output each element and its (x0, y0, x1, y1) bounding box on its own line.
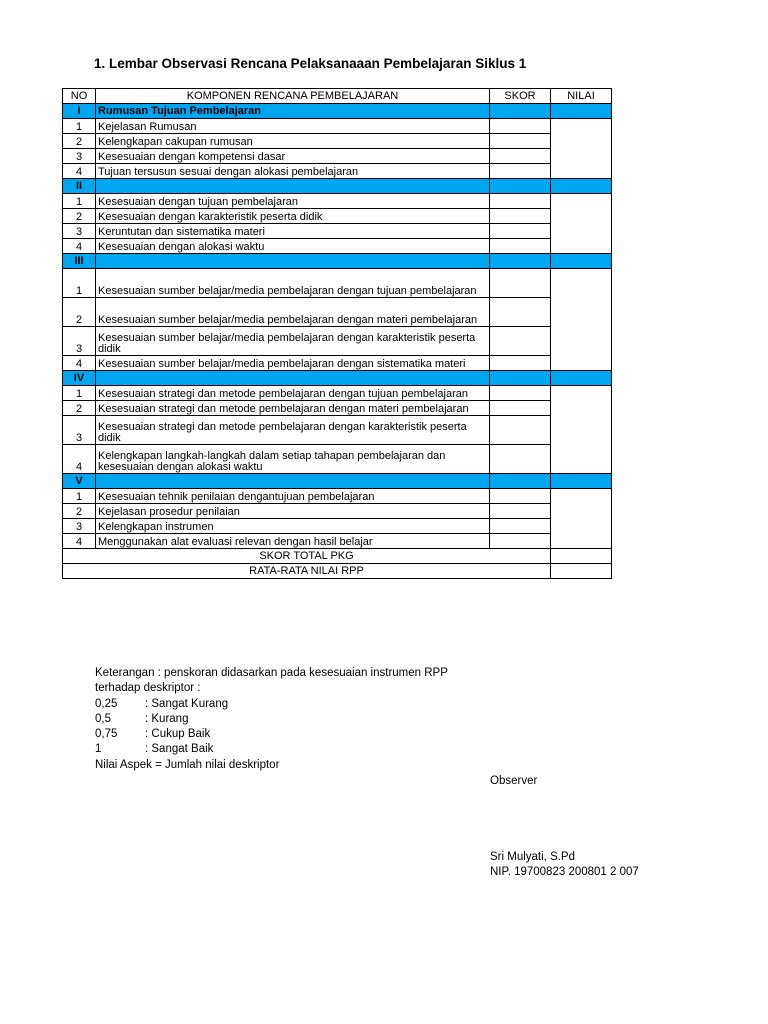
item-text: Menggunakan alat evaluasi relevan dengan hasil belajar (96, 534, 490, 549)
item-text: Kesesuaian strategi dan metode pembelajaran dengan tujuan pembelajaran (96, 386, 490, 401)
table-row (63, 239, 612, 254)
section-value-cell (551, 254, 612, 269)
header-value: NILAI (551, 89, 612, 104)
section-number: II (63, 179, 96, 194)
scale-item (95, 727, 448, 742)
scale-value: 0,25 (95, 697, 118, 710)
item-text: Kesesuaian sumber belajar/media pembelajaran dengan materi pembelajaran (96, 298, 490, 327)
item-text: Kelengkapan instrumen (96, 519, 490, 534)
item-number: 1 (63, 119, 96, 134)
table-row (63, 327, 612, 356)
table-header-row (63, 89, 612, 104)
section-title: Rumusan Tujuan Pembelajaran (96, 104, 490, 119)
table-row (63, 519, 612, 534)
section-value-cell (551, 179, 612, 194)
table-row (63, 489, 612, 504)
section-title (96, 371, 490, 386)
score-cell (490, 164, 551, 179)
item-text: Kesesuaian dengan kompetensi dasar (96, 149, 490, 164)
score-cell (490, 489, 551, 504)
score-cell (490, 194, 551, 209)
section-title (96, 254, 490, 269)
item-text: Keruntutan dan sistematika materi (96, 224, 490, 239)
average-label: RATA-RATA NILAI RPP (63, 564, 551, 579)
scale-value: 0,75 (95, 728, 118, 741)
scale-label: : Kurang (145, 712, 189, 725)
scale-label: : Cukup Baik (145, 728, 211, 741)
value-cell (551, 386, 612, 474)
table-row (63, 194, 612, 209)
table-row (63, 164, 612, 179)
item-number: 2 (63, 298, 96, 327)
table-row (63, 269, 612, 298)
table-row (63, 416, 612, 445)
item-number: 3 (63, 149, 96, 164)
item-number: 3 (63, 224, 96, 239)
score-cell (490, 356, 551, 371)
document-title: 1. Lembar Observasi Rencana Pelaksanaaan Pembelajaran Siklus 1 (94, 56, 527, 71)
item-text: Kesesuaian dengan tujuan pembelajaran (96, 194, 490, 209)
observer-nip: NIP. 19700823 200801 2 007 (490, 866, 639, 878)
table-row (63, 401, 612, 416)
score-cell (490, 504, 551, 519)
scale-label: : Sangat Baik (145, 743, 214, 756)
scale-item (95, 742, 448, 757)
score-cell (490, 269, 551, 298)
table-row (63, 356, 612, 371)
total-value-cell (551, 549, 612, 564)
observation-table (62, 88, 612, 579)
table-row (63, 149, 612, 164)
scale-item (95, 712, 448, 727)
item-number: 2 (63, 134, 96, 149)
header-no: NO (63, 89, 96, 104)
score-cell (490, 401, 551, 416)
table-row (63, 134, 612, 149)
item-text: Kelengkapan cakupan rumusan (96, 134, 490, 149)
table-row (63, 224, 612, 239)
item-text: Kesesuaian strategi dan metode pembelajaran dengan karakteristik peserta didik (96, 416, 490, 445)
section-number: IV (63, 371, 96, 386)
score-cell (490, 327, 551, 356)
section-title (96, 474, 490, 489)
notes-block (95, 666, 448, 773)
header-score: SKOR (490, 89, 551, 104)
average-row (63, 564, 612, 579)
score-cell (490, 134, 551, 149)
section-row (63, 474, 612, 489)
item-text: Kejelasan Rumusan (96, 119, 490, 134)
section-row (63, 371, 612, 386)
header-component: KOMPONEN RENCANA PEMBELAJARAN (96, 89, 490, 104)
notes-line-1: Keterangan : penskoran didasarkan pada kesesuaian instrumen RPP (95, 667, 448, 679)
item-number: 1 (63, 386, 96, 401)
scale-item (95, 697, 448, 712)
item-number: 4 (63, 164, 96, 179)
score-cell (490, 445, 551, 474)
section-value-cell (551, 474, 612, 489)
average-value-cell (551, 564, 612, 579)
item-text: Kesesuaian sumber belajar/media pembelajaran dengan sistematika materi (96, 356, 490, 371)
section-score-cell (490, 371, 551, 386)
score-cell (490, 298, 551, 327)
item-number: 2 (63, 504, 96, 519)
score-cell (490, 386, 551, 401)
section-score-cell (490, 104, 551, 119)
section-value-cell (551, 371, 612, 386)
table-row (63, 298, 612, 327)
item-text: Kejelasan prosedur penilaian (96, 504, 490, 519)
notes-line-2: terhadap deskriptor : (95, 682, 201, 695)
value-cell (551, 194, 612, 254)
item-text: Kesesuaian dengan karakteristik peserta didik (96, 209, 490, 224)
section-score-cell (490, 179, 551, 194)
section-row (63, 104, 612, 119)
score-cell (490, 224, 551, 239)
section-number: I (63, 104, 96, 119)
table-row (63, 119, 612, 134)
table-row (63, 534, 612, 549)
item-text: Kesesuaian sumber belajar/media pembelajaran dengan tujuan pembelajaran (96, 269, 490, 298)
section-number: III (63, 254, 96, 269)
item-number: 4 (63, 534, 96, 549)
section-row (63, 254, 612, 269)
section-number: V (63, 474, 96, 489)
item-number: 1 (63, 269, 96, 298)
item-number: 1 (63, 489, 96, 504)
score-cell (490, 519, 551, 534)
value-cell (551, 489, 612, 549)
item-number: 3 (63, 519, 96, 534)
scale-value: 0,5 (95, 712, 111, 725)
total-label: SKOR TOTAL PKG (63, 549, 551, 564)
item-text: Kesesuaian tehnik penilaian dengantujuan pembelajaran (96, 489, 490, 504)
item-number: 4 (63, 239, 96, 254)
score-cell (490, 209, 551, 224)
observer-name: Sri Mulyati, S.Pd (490, 851, 575, 863)
item-number: 2 (63, 209, 96, 224)
scale-label: : Sangat Kurang (145, 697, 229, 710)
notes-formula: Nilai Aspek = Jumlah nilai deskriptor (95, 758, 280, 771)
item-number: 4 (63, 445, 96, 474)
item-number: 3 (63, 416, 96, 445)
item-number: 4 (63, 356, 96, 371)
table-row (63, 386, 612, 401)
score-cell (490, 119, 551, 134)
item-text: Kesesuaian dengan alokasi waktu (96, 239, 490, 254)
item-number: 2 (63, 401, 96, 416)
section-score-cell (490, 474, 551, 489)
item-number: 3 (63, 327, 96, 356)
total-row (63, 549, 612, 564)
section-score-cell (490, 254, 551, 269)
table-row (63, 445, 612, 474)
table-row (63, 504, 612, 519)
observer-label: Observer (490, 775, 538, 787)
item-text: Kelengkapan langkah-langkah dalam setiap tahapan pembelajaran dan kesesuaian dengan alokasi waktu (96, 445, 490, 474)
section-value-cell (551, 104, 612, 119)
observation-table-body (63, 89, 612, 579)
scale-value: 1 (95, 743, 102, 756)
table-row (63, 209, 612, 224)
score-cell (490, 534, 551, 549)
score-cell (490, 149, 551, 164)
score-cell (490, 239, 551, 254)
item-number: 1 (63, 194, 96, 209)
item-text: Kesesuaian sumber belajar/media pembelajaran dengan karakteristik peserta didik (96, 327, 490, 356)
section-title (96, 179, 490, 194)
value-cell (551, 119, 612, 179)
section-row (63, 179, 612, 194)
value-cell (551, 269, 612, 371)
score-cell (490, 416, 551, 445)
item-text: Kesesuaian strategi dan metode pembelajaran dengan materi pembelajaran (96, 401, 490, 416)
item-text: Tujuan tersusun sesuai dengan alokasi pembelajaran (96, 164, 490, 179)
